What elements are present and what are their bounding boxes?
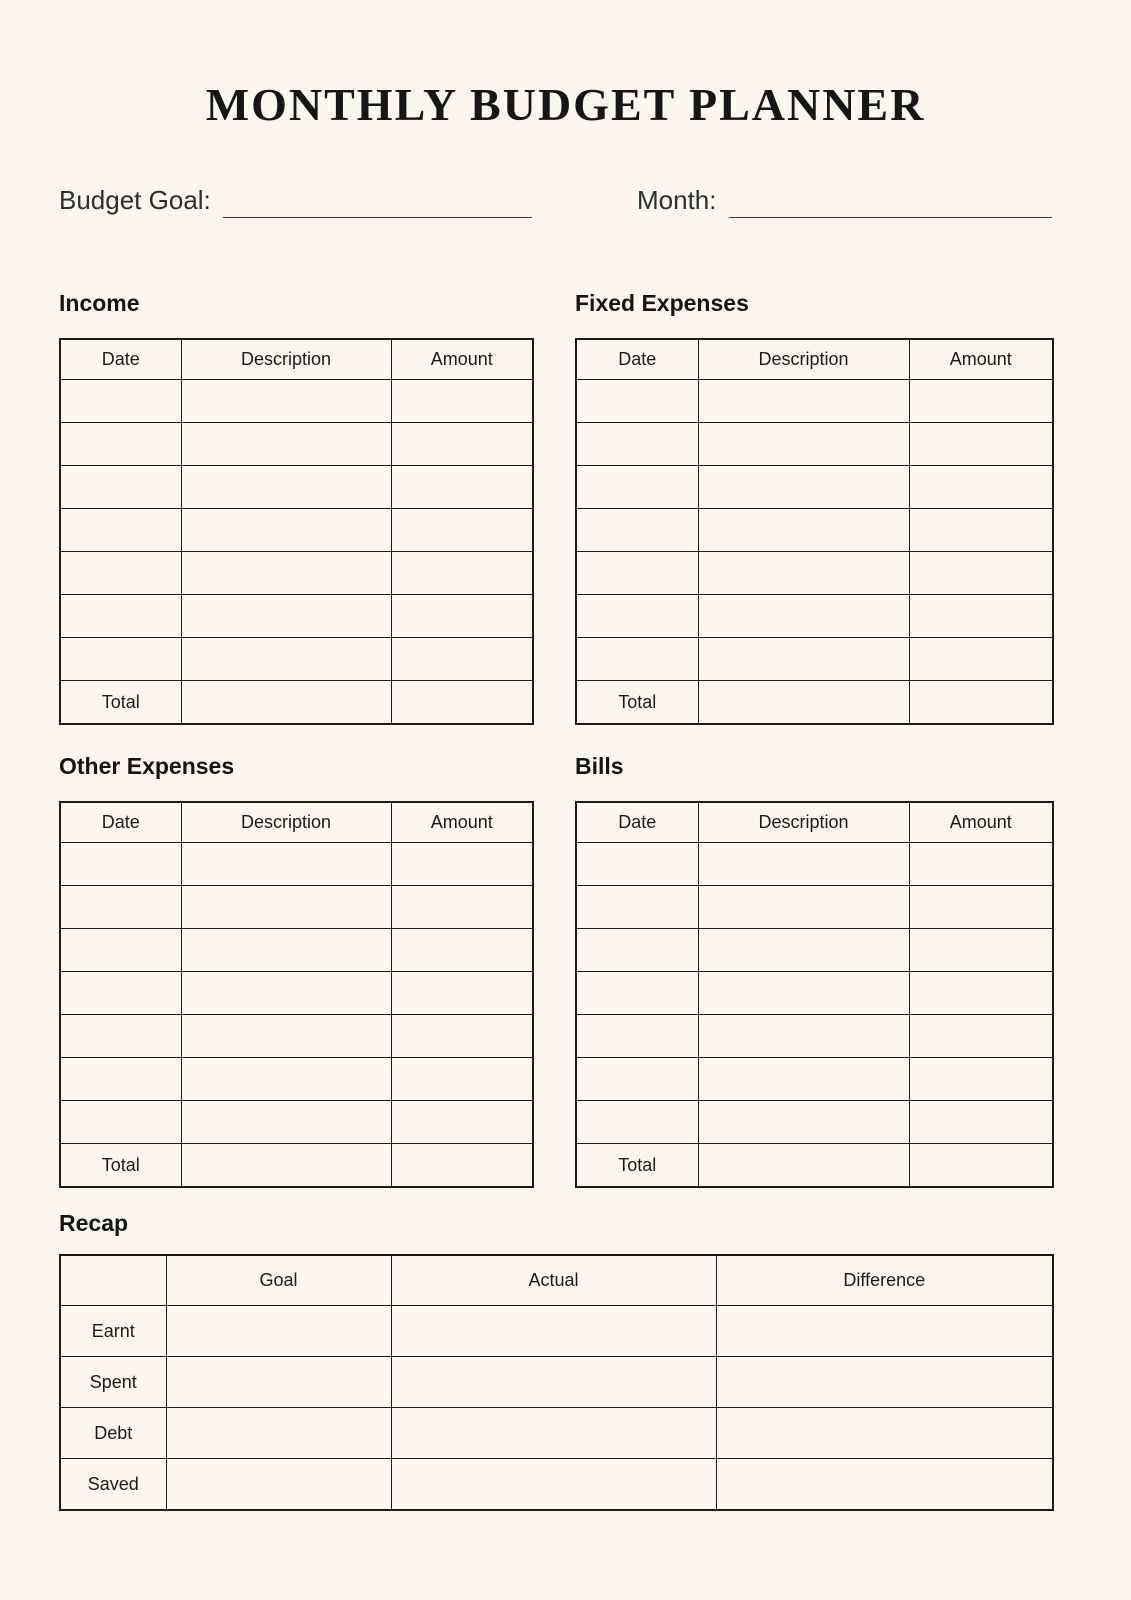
- goal-column-header: Goal: [166, 1255, 391, 1306]
- table-row: [576, 886, 1053, 929]
- empty-cell: [181, 423, 391, 466]
- empty-cell: [909, 1058, 1053, 1101]
- empty-cell: [698, 1058, 909, 1101]
- empty-cell: [391, 423, 533, 466]
- empty-cell: [698, 552, 909, 595]
- description-column-header: Description: [181, 802, 391, 843]
- empty-cell: [391, 1306, 716, 1357]
- header-fields: [59, 186, 1052, 216]
- empty-cell: [391, 380, 533, 423]
- empty-cell: [391, 843, 533, 886]
- tables-row-2: [59, 753, 1052, 1188]
- recap-row-saved: [60, 1459, 1053, 1510]
- empty-cell: [909, 1144, 1053, 1187]
- empty-cell: [166, 1357, 391, 1408]
- empty-cell: [391, 1408, 716, 1459]
- empty-cell: [716, 1408, 1053, 1459]
- bills-section: [575, 753, 1052, 1188]
- table-row: [60, 1015, 533, 1058]
- empty-cell: [909, 552, 1053, 595]
- table-row: [60, 929, 533, 972]
- empty-cell: [166, 1408, 391, 1459]
- tables-row-1: [59, 290, 1052, 725]
- empty-cell: [181, 886, 391, 929]
- recap-header-row: [60, 1255, 1053, 1306]
- empty-cell: [909, 509, 1053, 552]
- empty-cell: [60, 972, 181, 1015]
- table-header-row: [576, 339, 1053, 380]
- empty-cell: [60, 1101, 181, 1144]
- empty-cell: [391, 638, 533, 681]
- empty-cell: [576, 843, 698, 886]
- budget-goal-field: [59, 186, 532, 216]
- empty-cell: [391, 929, 533, 972]
- empty-cell: [576, 466, 698, 509]
- budget-goal-label: Budget Goal:: [59, 185, 211, 215]
- total-row: [576, 1144, 1053, 1187]
- total-row: [60, 681, 533, 724]
- empty-cell: [60, 423, 181, 466]
- empty-cell: [391, 1015, 533, 1058]
- table-row: [60, 1058, 533, 1101]
- empty-cell: [909, 681, 1053, 724]
- total-label: Total: [576, 1144, 698, 1187]
- empty-cell: [698, 929, 909, 972]
- date-column-header: Date: [576, 339, 698, 380]
- empty-cell: [698, 681, 909, 724]
- table-row: [60, 843, 533, 886]
- empty-cell: [909, 1101, 1053, 1144]
- empty-cell: [698, 380, 909, 423]
- fixed-expenses-section-title: Fixed Expenses: [575, 289, 749, 316]
- empty-cell: [181, 552, 391, 595]
- table-header-row: [576, 802, 1053, 843]
- empty-cell: [909, 423, 1053, 466]
- description-column-header: Description: [181, 339, 391, 380]
- recap-row-label: Debt: [60, 1408, 166, 1459]
- table-row: [576, 972, 1053, 1015]
- empty-cell: [181, 681, 391, 724]
- empty-cell: [181, 509, 391, 552]
- description-column-header: Description: [698, 339, 909, 380]
- empty-cell: [60, 886, 181, 929]
- empty-cell: [181, 1101, 391, 1144]
- table-header-row: [60, 339, 533, 380]
- empty-cell: [166, 1459, 391, 1510]
- table-row: [576, 552, 1053, 595]
- recap-row-label: Spent: [60, 1357, 166, 1408]
- total-label: Total: [60, 1144, 181, 1187]
- table-row: [576, 929, 1053, 972]
- empty-cell: [576, 380, 698, 423]
- table-row: [576, 1058, 1053, 1101]
- empty-cell: [698, 638, 909, 681]
- empty-cell: [391, 681, 533, 724]
- empty-cell: [391, 552, 533, 595]
- empty-cell: [391, 466, 533, 509]
- empty-cell: [698, 423, 909, 466]
- other-expenses-section: [59, 753, 532, 1188]
- empty-cell: [391, 509, 533, 552]
- amount-column-header: Amount: [909, 802, 1053, 843]
- empty-cell: [698, 466, 909, 509]
- table-row: [576, 509, 1053, 552]
- empty-cell: [909, 886, 1053, 929]
- empty-cell: [909, 595, 1053, 638]
- date-column-header: Date: [60, 802, 181, 843]
- empty-cell: [181, 1058, 391, 1101]
- empty-cell: [181, 972, 391, 1015]
- description-column-header: Description: [698, 802, 909, 843]
- total-row: [576, 681, 1053, 724]
- empty-cell: [391, 595, 533, 638]
- table-row: [60, 423, 533, 466]
- empty-cell: [60, 1015, 181, 1058]
- amount-column-header: Amount: [909, 339, 1053, 380]
- amount-column-header: Amount: [391, 339, 533, 380]
- empty-cell: [60, 466, 181, 509]
- date-column-header: Date: [60, 339, 181, 380]
- empty-cell: [909, 843, 1053, 886]
- empty-cell: [391, 972, 533, 1015]
- recap-row-debt: [60, 1408, 1053, 1459]
- empty-cell: [60, 638, 181, 681]
- empty-cell: [698, 1144, 909, 1187]
- empty-cell: [181, 1015, 391, 1058]
- empty-cell: [716, 1306, 1053, 1357]
- recap-corner-cell: [60, 1255, 166, 1306]
- bills-table: [575, 801, 1054, 1188]
- total-row: [60, 1144, 533, 1187]
- empty-cell: [909, 380, 1053, 423]
- table-row: [60, 595, 533, 638]
- empty-cell: [909, 638, 1053, 681]
- month-input-line: [729, 188, 1053, 218]
- empty-cell: [576, 595, 698, 638]
- table-row: [576, 1015, 1053, 1058]
- empty-cell: [698, 595, 909, 638]
- empty-cell: [576, 972, 698, 1015]
- empty-cell: [391, 1144, 533, 1187]
- income-section-title: Income: [59, 289, 140, 316]
- recap-section-title: Recap: [59, 1209, 129, 1236]
- income-section: [59, 290, 532, 725]
- table-row: [576, 1101, 1053, 1144]
- empty-cell: [909, 929, 1053, 972]
- table-row: [576, 843, 1053, 886]
- empty-cell: [909, 972, 1053, 1015]
- empty-cell: [576, 638, 698, 681]
- empty-cell: [60, 595, 181, 638]
- table-row: [60, 509, 533, 552]
- actual-column-header: Actual: [391, 1255, 716, 1306]
- table-row: [60, 466, 533, 509]
- table-row: [60, 552, 533, 595]
- month-label: Month:: [637, 185, 717, 215]
- empty-cell: [576, 423, 698, 466]
- empty-cell: [60, 929, 181, 972]
- empty-cell: [909, 1015, 1053, 1058]
- table-row: [60, 1101, 533, 1144]
- table-row: [576, 380, 1053, 423]
- empty-cell: [391, 1058, 533, 1101]
- table-row: [576, 595, 1053, 638]
- empty-cell: [576, 886, 698, 929]
- table-row: [576, 638, 1053, 681]
- empty-cell: [909, 466, 1053, 509]
- empty-cell: [391, 1357, 716, 1408]
- bills-section-title: Bills: [575, 752, 624, 779]
- empty-cell: [391, 1459, 716, 1510]
- total-label: Total: [60, 681, 181, 724]
- table-row: [60, 886, 533, 929]
- empty-cell: [576, 509, 698, 552]
- empty-cell: [698, 843, 909, 886]
- empty-cell: [60, 1058, 181, 1101]
- date-column-header: Date: [576, 802, 698, 843]
- recap-row-earnt: [60, 1306, 1053, 1357]
- fixed-expenses-section: [575, 290, 1052, 725]
- recap-row-spent: [60, 1357, 1053, 1408]
- amount-column-header: Amount: [391, 802, 533, 843]
- table-row: [60, 380, 533, 423]
- empty-cell: [698, 1101, 909, 1144]
- empty-cell: [60, 380, 181, 423]
- recap-row-label: Saved: [60, 1459, 166, 1510]
- fixed-expenses-table: [575, 338, 1054, 725]
- empty-cell: [716, 1459, 1053, 1510]
- empty-cell: [698, 886, 909, 929]
- empty-cell: [166, 1306, 391, 1357]
- budget-goal-input-line: [223, 188, 532, 218]
- empty-cell: [576, 1015, 698, 1058]
- income-table: [59, 338, 534, 725]
- empty-cell: [576, 1058, 698, 1101]
- month-field: [637, 186, 1052, 216]
- other-expenses-section-title: Other Expenses: [59, 752, 235, 779]
- empty-cell: [60, 552, 181, 595]
- recap-section: [59, 1210, 1052, 1511]
- empty-cell: [181, 929, 391, 972]
- table-row: [576, 466, 1053, 509]
- empty-cell: [576, 1101, 698, 1144]
- empty-cell: [181, 843, 391, 886]
- empty-cell: [576, 552, 698, 595]
- empty-cell: [181, 1144, 391, 1187]
- empty-cell: [181, 380, 391, 423]
- page-title: MONTHLY BUDGET PLANNER: [205, 79, 926, 130]
- table-row: [60, 972, 533, 1015]
- empty-cell: [181, 466, 391, 509]
- difference-column-header: Difference: [716, 1255, 1053, 1306]
- empty-cell: [716, 1357, 1053, 1408]
- other-expenses-table: [59, 801, 534, 1188]
- empty-cell: [60, 509, 181, 552]
- empty-cell: [391, 1101, 533, 1144]
- empty-cell: [181, 638, 391, 681]
- empty-cell: [698, 509, 909, 552]
- total-label: Total: [576, 681, 698, 724]
- empty-cell: [391, 886, 533, 929]
- table-header-row: [60, 802, 533, 843]
- empty-cell: [576, 929, 698, 972]
- empty-cell: [60, 843, 181, 886]
- empty-cell: [181, 595, 391, 638]
- recap-row-label: Earnt: [60, 1306, 166, 1357]
- recap-table: [59, 1254, 1054, 1511]
- table-row: [60, 638, 533, 681]
- empty-cell: [698, 1015, 909, 1058]
- empty-cell: [698, 972, 909, 1015]
- table-row: [576, 423, 1053, 466]
